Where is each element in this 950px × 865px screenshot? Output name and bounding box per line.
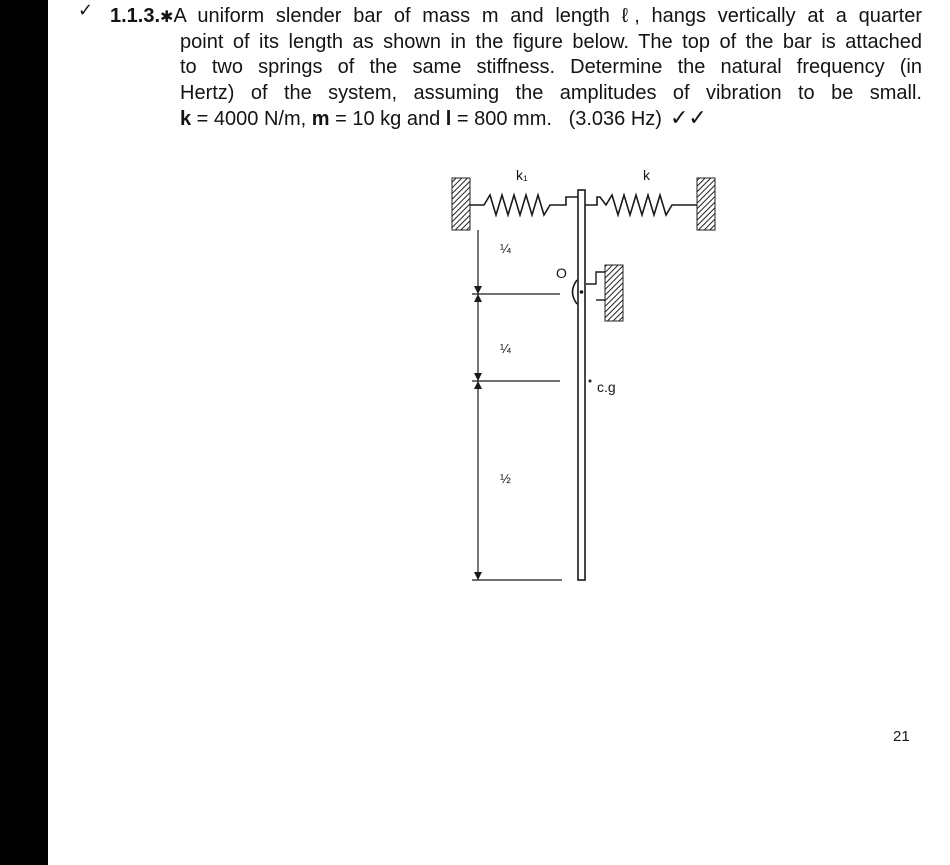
cg-label: c.g (597, 379, 616, 395)
left-spring-icon (470, 195, 578, 215)
k-symbol: k (180, 108, 192, 130)
spring-left-label: k₁ (516, 167, 528, 183)
arrowhead (474, 572, 482, 580)
handwritten-mark: ✓ (78, 0, 94, 21)
left-wall-icon (452, 178, 470, 230)
arrowhead (474, 381, 482, 389)
page-number: 21 (893, 728, 910, 745)
arrowhead (474, 373, 482, 381)
arrowhead (474, 294, 482, 302)
right-spring-icon (585, 195, 697, 215)
pivot-point (580, 290, 584, 294)
l-symbol: l (445, 108, 452, 130)
pivot-wall-icon (605, 265, 623, 321)
slender-bar (578, 190, 585, 580)
l-value: = 800 mm. (451, 108, 552, 130)
problem-text-line-4: Hertz) of the system, assuming the amplitudes of vibration to be small. (180, 81, 922, 104)
check-mark-icon: ✓✓ (669, 106, 707, 131)
k-value: = 4000 N/m, (191, 108, 312, 130)
answer: (3.036 Hz) (568, 108, 662, 130)
dimension-bottom-label: ½ (500, 471, 511, 486)
pivot-bracket (586, 272, 605, 284)
dimension-middle-label: ¼ (500, 341, 511, 356)
problem-text-line-1: A uniform slender bar of mass m and length ℓ, hangs vertically at a quarter (173, 5, 922, 27)
problem-text-line-2: point of its length as shown in the figure below. The top of the bar is attached (180, 30, 922, 53)
m-value: = 10 kg and (329, 108, 446, 130)
problem-number: 1.1.3. (110, 5, 161, 27)
handwritten-star: ✱ (160, 7, 174, 26)
dimension-top-label: ¼ (500, 241, 511, 256)
cg-marker (589, 380, 592, 383)
pivot-support-icon (573, 280, 578, 304)
arrowhead (474, 286, 482, 294)
m-symbol: m (311, 108, 330, 130)
pivot-label: O (556, 265, 567, 281)
problem-text-line-3: to two springs of the same stiffness. Determine the natural frequency (in (180, 56, 922, 78)
right-wall-icon (697, 178, 715, 230)
spring-right-label: k (643, 167, 650, 183)
